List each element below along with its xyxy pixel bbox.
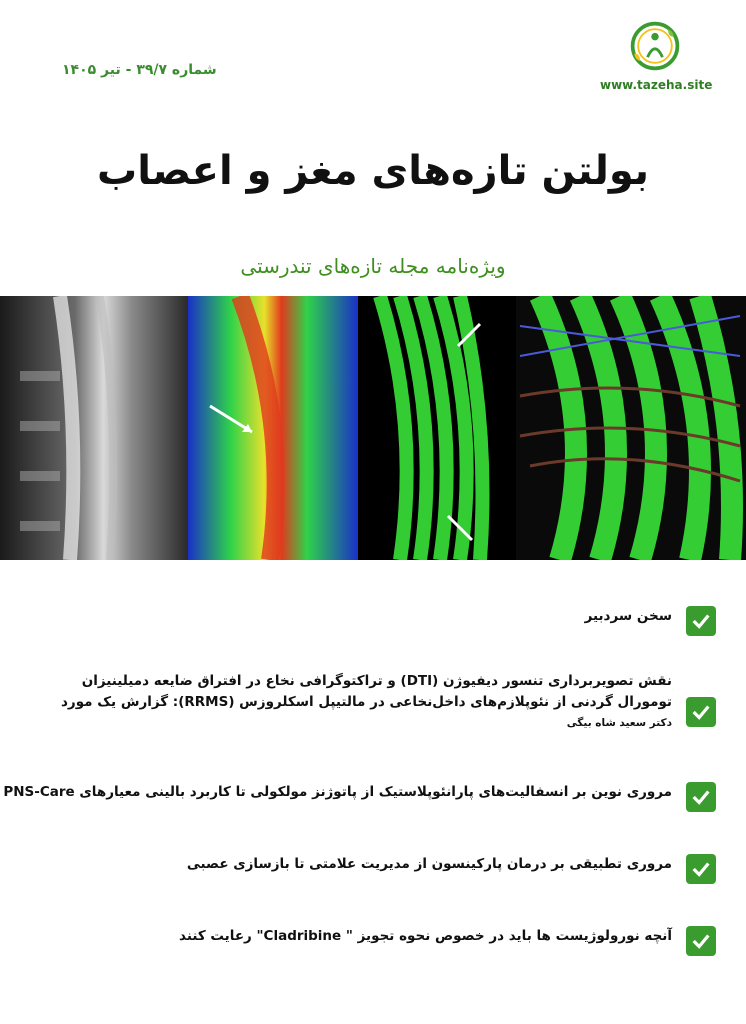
site-url[interactable]: www.tazeha.site xyxy=(600,78,713,92)
item-author: دکتر سعید شاه بیگی xyxy=(566,717,672,729)
tazeha-logo-icon xyxy=(627,18,683,74)
item-title: نقش تصویربرداری تنسور دیفیوژن (DTI) و تراکتوگرافی نخاع در افتراق ضایعه دمیلینیزان تومورال گردنی از نئوپلازم‌های داخل‌نخاعی در مالتیپل اسکلروزس (RRMS): گزارش یک مورد xyxy=(61,673,672,710)
list-item[interactable] xyxy=(585,606,716,636)
checkbox-icon xyxy=(686,697,716,727)
item-title: مروری تطبیقی بر درمان پارکینسون از مدیریت علامتی تا بازسازی عصبی xyxy=(186,856,672,872)
list-item[interactable] xyxy=(187,854,716,884)
logo-block[interactable] xyxy=(600,18,713,92)
checkbox-icon xyxy=(686,782,716,812)
page-subtitle: ویژه‌نامه مجله تازه‌های تندرستی xyxy=(240,254,506,278)
list-item[interactable] xyxy=(32,671,716,734)
checkbox-icon xyxy=(686,606,716,636)
list-item[interactable] xyxy=(179,926,716,956)
item-title: آنچه نورولوژیست ها باید در خصوص نحوه تجویز " Cladribine" رعایت کنند xyxy=(179,928,672,944)
checkbox-icon xyxy=(686,854,716,884)
item-title: مروری نوین بر انسفالیت‌های پارانئوپلاستیک از پاتوژنز مولکولی تا کاربرد بالینی معیارهای PNS-Care xyxy=(3,784,672,800)
cover-image-banner xyxy=(0,296,746,560)
item-title: سخن سردبیر xyxy=(584,608,672,624)
checkbox-icon xyxy=(686,926,716,956)
page-title: بولتن تازه‌های مغز و اعصاب xyxy=(97,148,649,194)
list-item[interactable] xyxy=(3,782,716,812)
issue-label: شماره ۳۹/۷ - تیر ۱۴۰۵ xyxy=(62,62,217,78)
